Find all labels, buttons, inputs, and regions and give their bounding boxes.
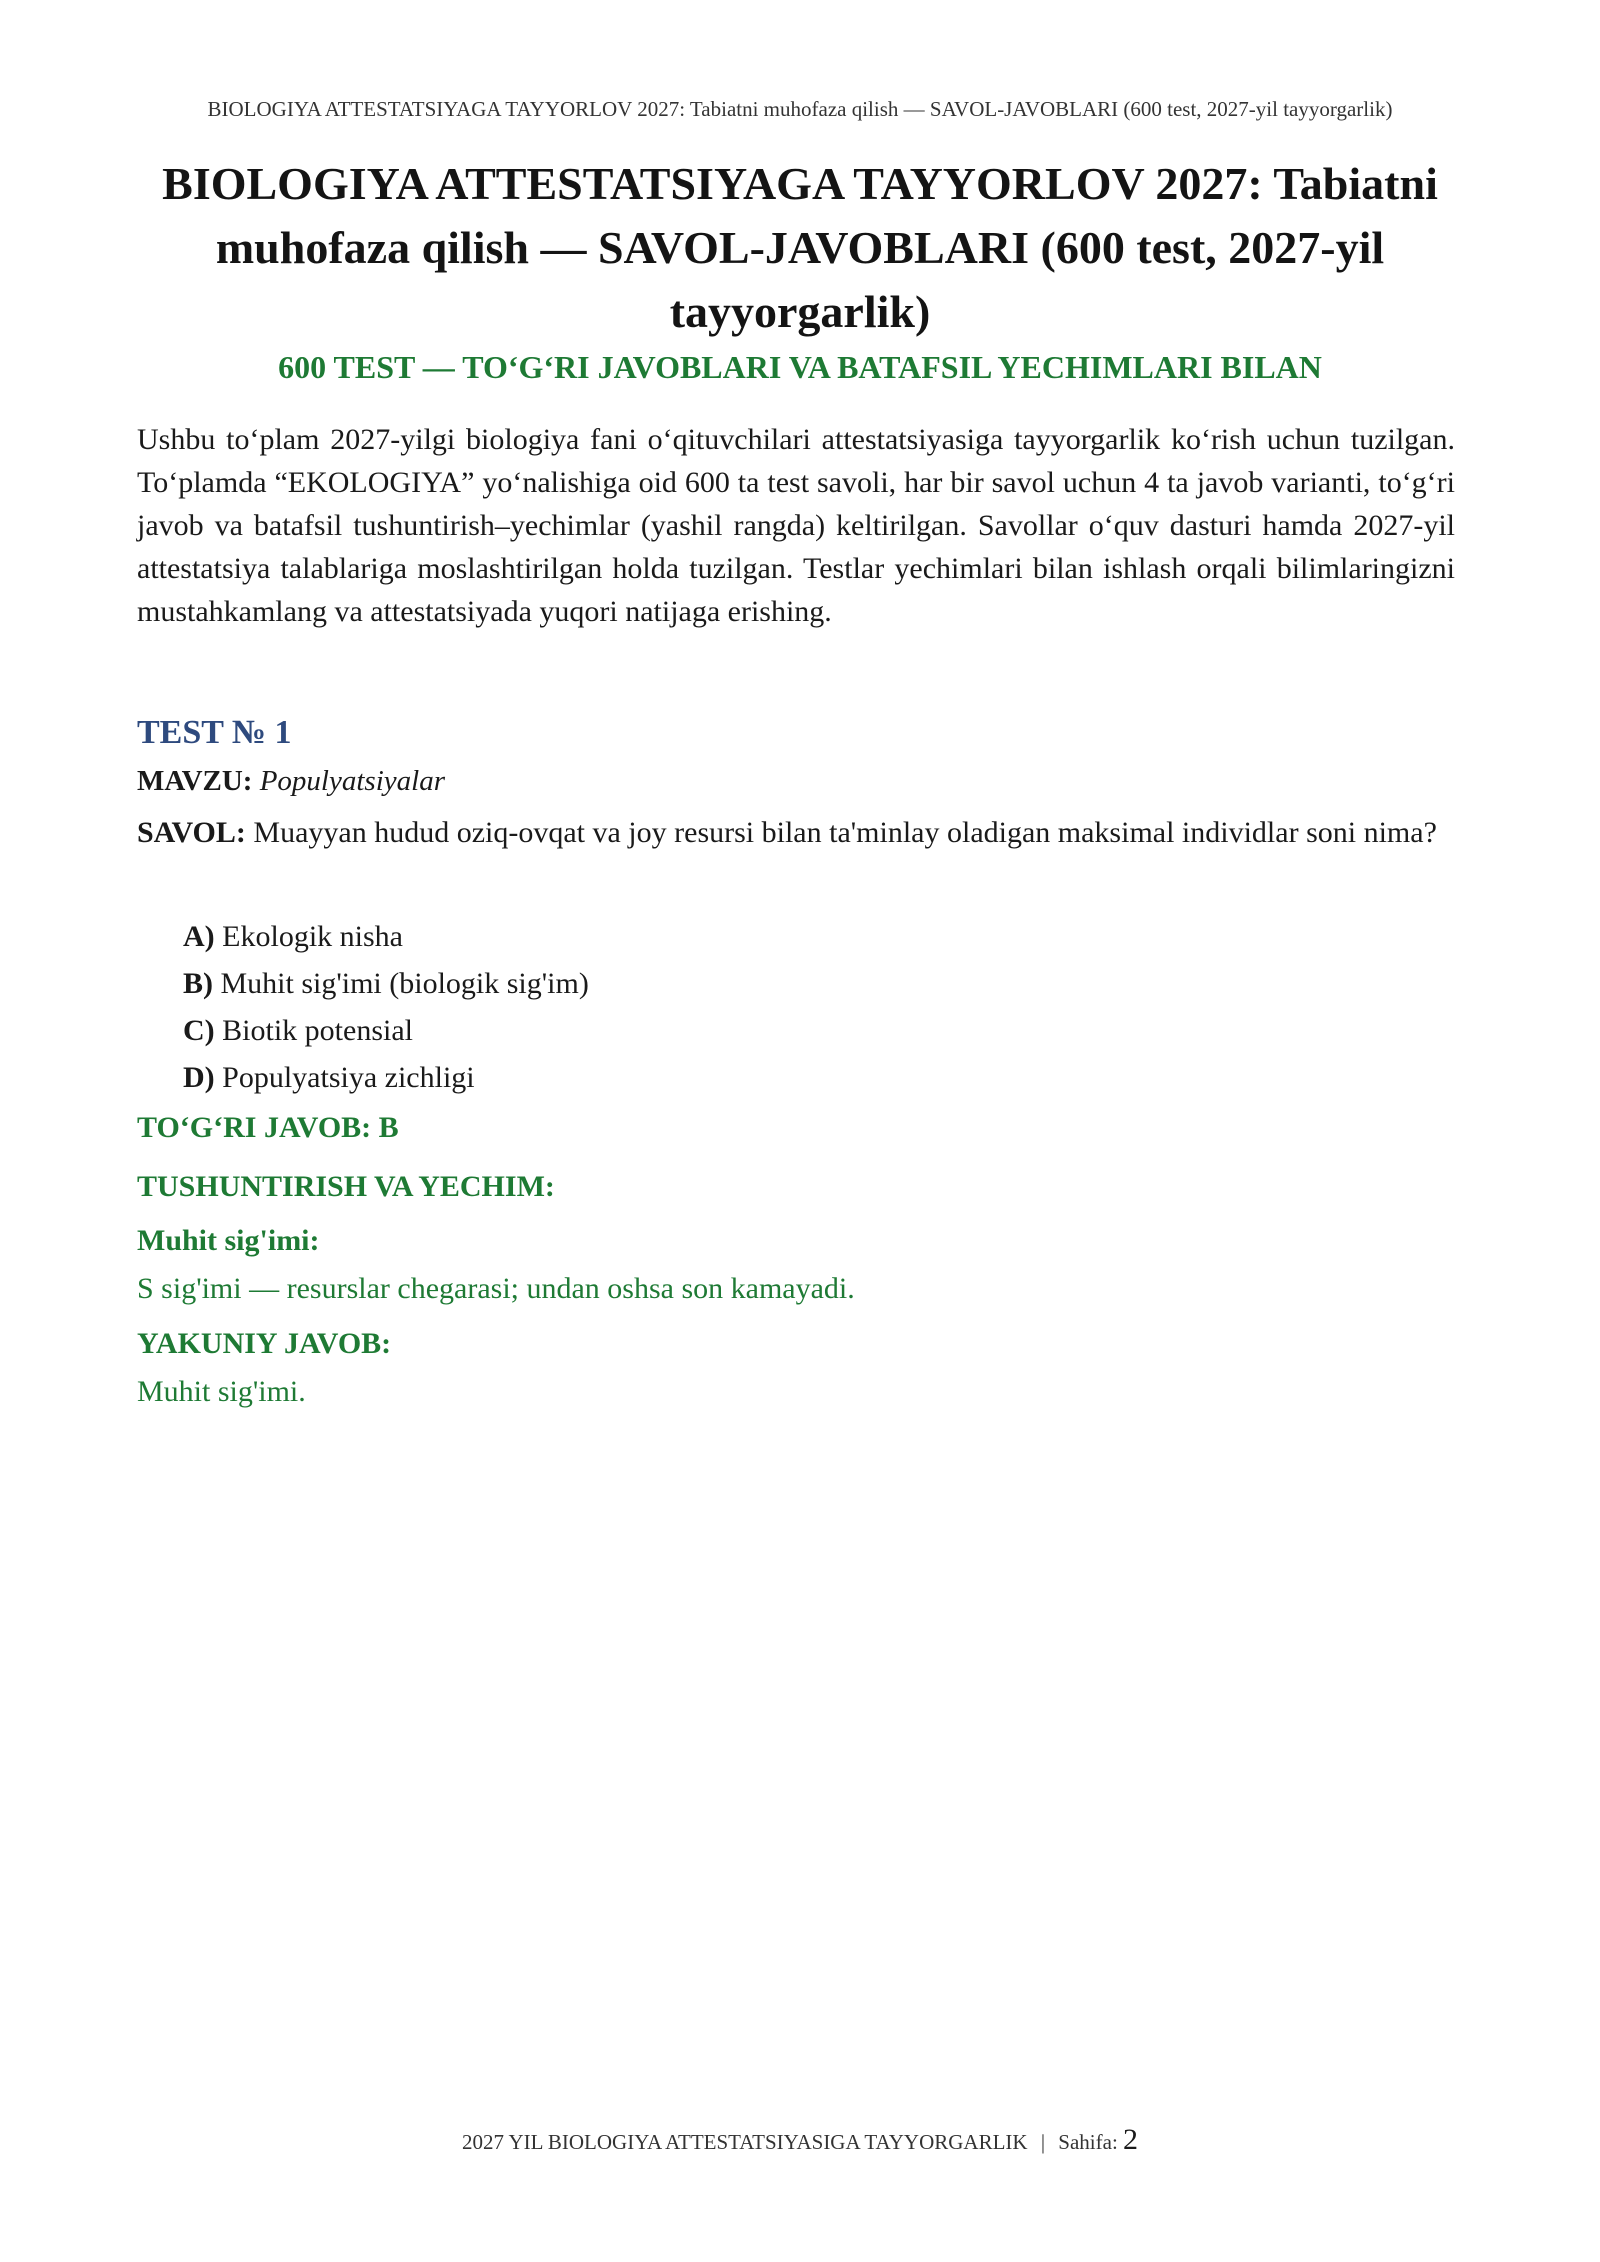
answer-option-a — [183, 913, 589, 960]
intro-paragraph: Ushbu to‘plam 2027-yilgi biologiya fani o‘qituvchilari attestatsiyasiga tayyorgarlik ko‘rish uchun tuzilgan. To‘plamda “EKOLOGIYA” yo‘nalishiga oid 600 ta test savoli, har bir savol uchun 4 ta javob varianti, to‘g‘ri javob va batafsil tushuntirish–yechimlar (yashil rangda) keltirilgan. Savollar o‘quv dasturi hamda 2027-yil attestatsiya talablariga moslashtirilgan holda tuzilgan. Testlar yechimlari bilan ishlash orqali bilimlaringizni mustahkamlang va attestatsiyada yuqori natijaga erishing. — [137, 423, 1455, 628]
option-text: Muhit sig'imi (biologik sig'im) — [220, 967, 589, 1000]
topic-line — [137, 762, 445, 800]
answer-options — [183, 913, 589, 1101]
topic-value: Populyatsiyalar — [259, 765, 445, 797]
explanation-subheading: Muhit sig'imi: — [137, 1224, 320, 1257]
option-text: Ekologik nisha — [222, 920, 403, 953]
page-number: 2 — [1123, 2123, 1139, 2156]
page-footer — [0, 2124, 1600, 2158]
running-header: BIOLOGIYA ATTESTATSIYAGA TAYYORLOV 2027: Tabiatni muhofaza qilish — SAVOL-JAVOBLARI (600 test, 2027-yil tayyorgarlik) — [207, 97, 1393, 121]
explanation-text: S sig'imi — resurslar chegarasi; undan oshsa son kamayadi. — [137, 1272, 855, 1305]
topic-label: MAVZU: — [137, 765, 253, 797]
answer-option-d — [183, 1054, 589, 1101]
question-text: Muayyan hudud oziq-ovqat va joy resursi bilan ta'minlay oladigan maksimal individlar soni nima? — [253, 816, 1437, 849]
question — [137, 811, 1455, 854]
option-text: Populyatsiya zichligi — [222, 1061, 475, 1094]
option-letter: B) — [183, 967, 213, 1000]
test-heading: TEST № 1 — [137, 714, 292, 751]
option-letter: C) — [183, 1014, 215, 1047]
final-answer-heading: YAKUNIY JAVOB: — [137, 1327, 392, 1360]
document-title: BIOLOGIYA ATTESTATSIYAGA TAYYORLOV 2027: Tabiatni muhofaza qilish — SAVOL-JAVOBLARI (600 test, 2027-yil tayyorgarlik) — [162, 158, 1438, 337]
option-text: Biotik potensial — [222, 1014, 413, 1047]
option-letter: D) — [183, 1061, 215, 1094]
option-letter: A) — [183, 920, 215, 953]
answer-option-c — [183, 1007, 589, 1054]
correct-answer: TO‘G‘RI JAVOB: B — [137, 1111, 399, 1144]
document-subtitle: 600 TEST — TO‘G‘RI JAVOBLARI VA BATAFSIL YECHIMLARI BILAN — [278, 349, 1322, 385]
question-label: SAVOL: — [137, 816, 246, 849]
final-answer-text: Muhit sig'imi. — [137, 1375, 306, 1408]
footer-page-label: Sahifa: — [1058, 2130, 1118, 2154]
footer-separator: | — [1040, 2130, 1046, 2154]
explanation-heading: TUSHUNTIRISH VA YECHIM: — [137, 1170, 555, 1203]
footer-text: 2027 YIL BIOLOGIYA ATTESTATSIYASIGA TAYYORGARLIK — [461, 2130, 1028, 2154]
answer-option-b — [183, 960, 589, 1007]
